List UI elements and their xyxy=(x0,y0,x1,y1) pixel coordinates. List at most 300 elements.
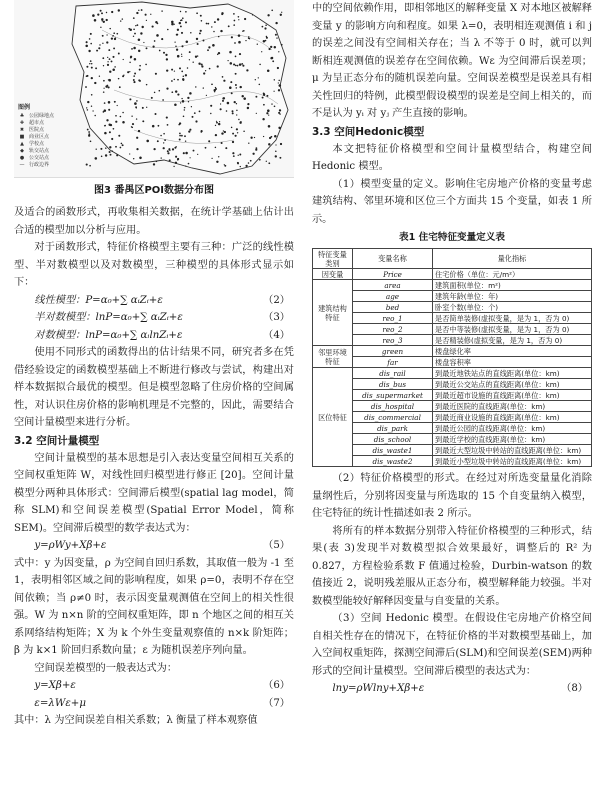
table-row xyxy=(313,423,592,434)
equation-number: （3） xyxy=(263,312,290,323)
paragraph: 及适合的函数形式，再收集相关数据，在统计学基础上估计出合适的模型加以分析与应用。 xyxy=(14,207,294,236)
poi-dot xyxy=(139,65,141,67)
poi-dot xyxy=(136,12,138,14)
legend-item xyxy=(18,127,76,134)
poi-dot xyxy=(231,127,233,128)
poi-dot xyxy=(163,142,164,143)
section-heading: 3.3 空间Hedonic模型 xyxy=(312,125,425,138)
table-cell-indicator: 建筑年龄(单位：年) xyxy=(433,291,592,302)
poi-dot xyxy=(188,163,190,165)
poi-dot xyxy=(138,50,140,52)
poi-dot xyxy=(103,80,105,82)
poi-dot xyxy=(107,64,109,66)
poi-dot xyxy=(180,11,181,12)
poi-dot xyxy=(179,22,181,24)
table-row xyxy=(313,412,592,423)
poi-dot xyxy=(151,97,153,99)
poi-dot xyxy=(107,61,108,62)
equation-text: y=Xβ+ε xyxy=(34,680,76,691)
poi-dot xyxy=(278,51,279,52)
poi-dot xyxy=(120,147,122,149)
poi-dot xyxy=(238,19,239,20)
poi-dot xyxy=(161,10,162,11)
poi-dot xyxy=(118,9,120,11)
poi-dot xyxy=(261,51,262,52)
poi-dot xyxy=(114,38,116,40)
paragraph: 空间误差模型的一般表达式为： xyxy=(34,662,178,674)
poi-dot xyxy=(91,67,93,69)
poi-dot xyxy=(87,129,89,131)
table-cell-indicator: 到最近商业设施的直线距离(单位：km) xyxy=(433,412,592,423)
poi-dot xyxy=(133,28,135,30)
poi-dot xyxy=(100,148,102,150)
poi-dot xyxy=(180,20,181,21)
poi-dot xyxy=(226,110,228,112)
poi-dot xyxy=(138,38,141,41)
table-cell-variable: dis_park xyxy=(353,423,433,434)
poi-dot xyxy=(210,105,212,107)
poi-dot xyxy=(134,33,136,35)
poi-dot xyxy=(195,56,197,58)
poi-dot xyxy=(94,115,96,117)
poi-dot xyxy=(249,38,250,39)
poi-dot xyxy=(278,112,280,114)
poi-dot xyxy=(255,149,257,151)
legend-item xyxy=(18,155,76,162)
table-cell-indicator: 是否精装修(虚拟变量，是为 1，否为 0) xyxy=(433,335,592,346)
poi-dot xyxy=(278,89,280,91)
poi-dot xyxy=(259,84,261,86)
poi-dot xyxy=(215,125,216,126)
poi-dot xyxy=(250,137,252,139)
poi-dot xyxy=(96,149,97,150)
poi-dot xyxy=(176,34,178,36)
table-row xyxy=(313,335,592,346)
poi-dot xyxy=(102,35,104,37)
poi-dot xyxy=(138,79,140,81)
poi-dot xyxy=(218,156,219,157)
poi-dot xyxy=(101,12,103,14)
equation-8 xyxy=(312,680,592,698)
table-cell-category: 因变量 xyxy=(313,269,353,280)
poi-dot xyxy=(114,66,116,68)
poi-dot xyxy=(235,84,237,86)
poi-dot xyxy=(156,34,159,37)
poi-dot xyxy=(265,25,267,27)
poi-dot xyxy=(191,106,192,107)
poi-dot xyxy=(154,92,156,94)
poi-dot xyxy=(175,162,177,164)
poi-dot xyxy=(210,113,211,114)
poi-dot xyxy=(197,43,199,45)
poi-dot xyxy=(259,64,261,66)
boundary-line-icon: — xyxy=(19,162,25,168)
poi-dot xyxy=(133,158,134,159)
poi-dot xyxy=(169,159,171,161)
poi-dot xyxy=(185,152,188,155)
poi-dot xyxy=(138,130,140,132)
poi-dot xyxy=(232,152,234,154)
poi-dot xyxy=(201,63,203,65)
equation-text: 线性模型：P=α₀+∑ αᵢZᵢ+ε xyxy=(34,294,163,306)
poi-dot xyxy=(157,140,159,142)
equation-7 xyxy=(14,695,294,713)
poi-dot xyxy=(90,60,92,62)
poi-dot xyxy=(267,109,270,112)
poi-dot xyxy=(175,156,177,158)
poi-dot xyxy=(108,79,109,80)
poi-dot xyxy=(155,73,157,75)
poi-dot xyxy=(228,25,230,27)
poi-dot xyxy=(88,50,90,52)
poi-dot xyxy=(137,24,139,26)
table-cell-category: 建筑结构特征 xyxy=(313,280,353,346)
poi-dot xyxy=(109,146,111,148)
map-legend xyxy=(18,104,76,169)
poi-dot xyxy=(86,107,87,108)
poi-dot xyxy=(265,40,267,42)
poi-dot xyxy=(86,41,88,43)
poi-dot xyxy=(129,62,130,63)
poi-dot xyxy=(277,67,279,69)
poi-dot xyxy=(174,79,176,81)
poi-dot xyxy=(235,56,237,58)
poi-dot xyxy=(139,157,142,160)
poi-dot xyxy=(130,57,132,59)
poi-dot xyxy=(115,115,117,117)
poi-dot xyxy=(108,109,110,111)
poi-dot xyxy=(181,45,183,47)
legend-label: 超市点 xyxy=(29,120,45,126)
poi-dot xyxy=(177,79,179,81)
poi-dot xyxy=(235,135,237,137)
poi-dot xyxy=(127,71,129,73)
poi-dot xyxy=(197,55,198,56)
poi-dot xyxy=(181,56,182,57)
table-cell-variable: dis_commercial xyxy=(353,412,433,423)
poi-dot xyxy=(140,32,142,34)
poi-dot xyxy=(271,9,273,11)
poi-dot xyxy=(194,112,196,114)
poi-dot xyxy=(179,139,181,141)
poi-dot xyxy=(209,68,211,70)
poi-dot xyxy=(203,72,205,74)
poi-dot xyxy=(180,102,181,103)
equation-number: （2） xyxy=(263,294,290,306)
equation-text: lny=ρWlny+Xβ+ε xyxy=(332,683,425,694)
poi-dot xyxy=(163,52,165,54)
poi-dot xyxy=(232,133,234,135)
poi-dot xyxy=(270,46,272,48)
poi-dot xyxy=(110,154,112,156)
poi-dot xyxy=(213,89,215,91)
poi-dot xyxy=(103,65,104,66)
poi-dot xyxy=(111,138,113,140)
legend-label: 轨交站点 xyxy=(29,148,50,154)
poi-dot xyxy=(146,107,147,108)
poi-dot xyxy=(112,68,115,71)
poi-dot xyxy=(95,157,98,160)
poi-dot xyxy=(155,113,157,115)
table-cell-variable: dis_waste2 xyxy=(353,456,433,467)
poi-dot xyxy=(100,10,102,12)
equation-3 xyxy=(14,309,294,327)
poi-dot xyxy=(244,18,246,20)
poi-distribution-map xyxy=(14,0,294,178)
paragraph: 中的空间依赖作用，即相邻地区的解释变量 X 对本地区被解释变量 y 的影响方向和程度。如果 λ=0，表明相连观测值 i 和 j 的误差之间没有空间相关存在；当 λ 不等于 0 时，就可以判断相连观测值的误差存在空间依赖。Wε 为空间滞后误差项；μ 为呈正态分布的随机误差向量。空间误差模型是误差具有相关性回归的特例，此模型假设模型的误差是空间上相关的，而不是认为 yᵢ 对 yⱼ 产生直接的影响。 xyxy=(312,3,592,119)
school-symbol-icon: ▲ xyxy=(20,141,24,147)
poi-dot xyxy=(229,51,232,54)
poi-dot xyxy=(183,152,185,154)
poi-dot xyxy=(166,69,168,71)
poi-dot xyxy=(218,52,220,54)
table-cell-variable: dis_school xyxy=(353,434,433,445)
poi-dot xyxy=(184,107,186,109)
poi-dot xyxy=(236,114,237,115)
poi-dot xyxy=(238,34,241,37)
poi-dot xyxy=(103,91,105,93)
rail-symbol-icon: ◆ xyxy=(20,148,24,154)
poi-dot xyxy=(232,141,234,143)
poi-dot xyxy=(263,136,264,137)
poi-dot xyxy=(143,42,144,43)
poi-dot xyxy=(122,18,123,19)
poi-dot xyxy=(243,131,245,133)
poi-dot xyxy=(86,164,88,166)
poi-dot xyxy=(264,27,266,29)
poi-dot xyxy=(113,128,115,130)
table-cell-indicator: 到最近公园的直线距离(单位：km) xyxy=(433,423,592,434)
poi-dot xyxy=(238,119,239,120)
poi-dot xyxy=(86,75,88,77)
poi-dot xyxy=(89,63,90,64)
poi-dot xyxy=(133,47,136,50)
poi-dot xyxy=(190,32,192,34)
poi-dot xyxy=(119,86,121,88)
table-title: 表1 住宅特征变量定义表 xyxy=(399,232,505,243)
poi-dot xyxy=(103,88,104,89)
poi-dot xyxy=(139,69,141,71)
poi-dot xyxy=(89,38,91,40)
poi-dot xyxy=(109,28,110,29)
poi-dot xyxy=(279,84,282,87)
poi-dot xyxy=(215,147,217,149)
poi-dot xyxy=(158,125,160,127)
left-column xyxy=(14,0,294,796)
poi-dot xyxy=(218,123,220,125)
poi-dot xyxy=(135,25,136,26)
poi-dot xyxy=(266,112,268,114)
poi-dot xyxy=(171,91,173,93)
poi-dot xyxy=(114,101,116,103)
poi-dot xyxy=(278,127,280,129)
poi-dot xyxy=(167,29,169,31)
poi-dot xyxy=(268,125,271,128)
poi-dot xyxy=(104,125,106,127)
poi-dot xyxy=(141,9,143,11)
poi-dot xyxy=(157,23,159,25)
poi-dot xyxy=(87,101,89,103)
poi-dot xyxy=(177,94,179,96)
poi-dot xyxy=(159,50,161,52)
paragraph: （3）空间 Hedonic 模型。在假设住宅房地产价格空间自相关性存在的情况下，在特征价格的半对数模型基础上，加入空间权重矩阵，探测空间滞后(SLM)和空间误差(SEM)两种形式的空间计量模型。空间滞后模型的表达式为： xyxy=(312,613,592,677)
poi-dot xyxy=(94,82,96,84)
poi-dot xyxy=(195,86,196,87)
poi-dot xyxy=(219,121,220,122)
poi-dot xyxy=(256,113,257,114)
poi-dot xyxy=(255,96,257,98)
poi-dot xyxy=(163,133,165,135)
legend-item xyxy=(18,120,76,127)
equation-5 xyxy=(14,537,294,555)
poi-dot xyxy=(227,102,230,105)
poi-dot xyxy=(91,94,93,96)
table-cell-category: 邻里环境特征 xyxy=(313,346,353,368)
poi-dot xyxy=(220,30,222,32)
poi-dot xyxy=(258,77,259,78)
poi-dot xyxy=(164,139,166,141)
poi-dot xyxy=(129,98,131,100)
poi-dot xyxy=(234,101,236,103)
equation-number: （8） xyxy=(561,683,588,694)
poi-dot xyxy=(241,63,243,65)
poi-dot xyxy=(171,69,173,71)
table-row xyxy=(313,434,592,445)
poi-dot xyxy=(241,95,243,97)
table-cell-variable: dis_waste1 xyxy=(353,445,433,456)
poi-dot xyxy=(108,124,110,126)
table-row xyxy=(313,401,592,412)
poi-dot xyxy=(123,75,124,76)
poi-dot xyxy=(229,86,232,89)
poi-dot xyxy=(272,60,274,62)
poi-dot xyxy=(146,140,149,143)
poi-dot xyxy=(230,62,233,65)
poi-dot xyxy=(185,165,186,166)
poi-dot xyxy=(246,69,248,71)
poi-dot xyxy=(193,150,195,152)
poi-dot xyxy=(181,54,182,55)
equation-number: （6） xyxy=(263,680,290,691)
poi-dot xyxy=(238,16,240,18)
poi-dot xyxy=(206,95,207,96)
poi-dot xyxy=(153,148,155,150)
poi-dot xyxy=(207,49,209,51)
poi-dot xyxy=(161,38,163,40)
table-row xyxy=(313,456,592,467)
poi-dot xyxy=(268,48,270,50)
poi-dot xyxy=(89,165,91,167)
poi-dot xyxy=(203,40,205,42)
poi-dot xyxy=(117,105,118,106)
legend-label: 公交站点 xyxy=(29,155,50,161)
paragraph: 本文把特征价格模型和空间计量模型结合，构建空间 Hedonic 模型。 xyxy=(312,143,592,172)
equation-6 xyxy=(14,677,294,695)
poi-dot xyxy=(232,112,234,114)
poi-dot xyxy=(111,150,113,152)
poi-dot xyxy=(185,140,186,141)
legend-item xyxy=(18,148,76,155)
poi-dot xyxy=(118,135,120,137)
poi-dot xyxy=(181,98,182,99)
poi-dot xyxy=(235,73,237,75)
table-row xyxy=(313,313,592,324)
poi-dot xyxy=(120,20,121,21)
poi-dot xyxy=(102,43,103,44)
poi-dot xyxy=(247,107,249,109)
poi-dot xyxy=(181,135,183,137)
poi-dot xyxy=(221,13,223,15)
poi-dot xyxy=(179,67,181,69)
poi-dot xyxy=(99,44,100,45)
poi-dot xyxy=(176,146,177,147)
poi-dot xyxy=(237,163,239,165)
poi-dot xyxy=(152,125,155,128)
poi-dot xyxy=(105,85,107,87)
cross-symbol-icon: ✖ xyxy=(19,127,25,133)
poi-dot xyxy=(104,132,107,135)
poi-dot xyxy=(131,126,133,128)
poi-dot xyxy=(142,107,144,109)
poi-dot xyxy=(238,155,239,156)
equation-number: （4） xyxy=(263,329,290,341)
legend-item xyxy=(18,141,76,148)
paragraph: 空间计量模型的基本思想是引入表达变量空间相互关系的空间权重矩阵 W，对线性回归模型进行修正 [20]。空间计量模型分两种具体形式：空间滞后模型(spatial lag model，简称 SLM)和空间误差模型(Spatial Error Model，简称 SEM)。空间滞后模型的数学表达式为： xyxy=(14,452,294,534)
table-row xyxy=(313,269,592,280)
table-cell-indicator: 建筑面积(单位：m²) xyxy=(433,280,592,291)
poi-dot xyxy=(266,95,268,97)
poi-dot xyxy=(233,63,235,65)
poi-dot xyxy=(185,74,187,76)
poi-dot xyxy=(122,121,125,124)
poi-dot xyxy=(142,120,144,122)
legend-item xyxy=(18,113,76,120)
poi-dot xyxy=(109,58,111,60)
poi-dot xyxy=(161,157,162,158)
paragraph: 使用不同形式的函数得出的估计结果不同，研究者多在凭借经验设定的函数模型基础上不断进行修改与尝试，构建出对样本数据拟合最优的模型。但是模型忽略了住房价格的空间属性，对认识住房价格的影响机理是不完整的，因此，需要结合空间计量模型来进行分析。 xyxy=(14,347,294,428)
poi-dot xyxy=(113,35,114,36)
poi-dot xyxy=(207,23,209,25)
table-cell-indicator: 到最近大型垃圾中转站的直线距离(单位：km) xyxy=(433,445,592,456)
poi-dot xyxy=(101,156,103,158)
poi-dot xyxy=(179,133,181,135)
poi-dot xyxy=(189,92,192,95)
poi-dot xyxy=(236,110,237,111)
poi-dot xyxy=(201,20,203,22)
paragraph: 式中：y 为因变量，ρ 为空间自回归系数，其取值一般为 -1 至 1，表明相邻区域之间的影响程度，如果 ρ=0，表明不存在空间依赖；当 ρ≠0 时，表示因变量观测值在空间上的相关性很强。W 为 n×n 阶的空间权重矩阵，即 n 个地区之间的相互关系网络结构矩阵；X 为 k 个外生变量观察值的 n×k 阶矩阵；β 为 k×1 阶回归系数向量；ε 为随机误差序列向量。 xyxy=(14,557,294,656)
poi-dot xyxy=(280,14,282,16)
table-row xyxy=(313,368,592,379)
poi-dot xyxy=(92,14,95,17)
legend-label: 医院点 xyxy=(29,127,45,133)
poi-dot xyxy=(252,14,253,15)
poi-dot xyxy=(278,82,279,83)
equation-text: 对数模型：lnP=α₀+∑ αᵢlnZᵢ+ε xyxy=(34,329,183,341)
poi-dot xyxy=(167,124,169,126)
paragraph: 对于函数形式，特征价格模型主要有三种：广泛的线性模型、半对数模型以及对数模型，三种模型的具体形式显示如下： xyxy=(14,242,294,288)
legend-label: 行政边界 xyxy=(29,162,50,168)
poi-dot xyxy=(275,155,277,157)
table-cell-indicator: 是否中等装修(虚拟变量，是为 1，否为 0) xyxy=(433,324,592,335)
poi-dot xyxy=(94,19,97,22)
poi-dot xyxy=(116,154,118,156)
poi-dot xyxy=(200,131,202,133)
poi-dot xyxy=(213,31,215,33)
table-cell-variable: bed xyxy=(353,302,433,313)
table-cell-indicator: 卧室个数(单位：个) xyxy=(433,302,592,313)
poi-dot xyxy=(259,159,261,161)
poi-dot xyxy=(266,37,268,39)
